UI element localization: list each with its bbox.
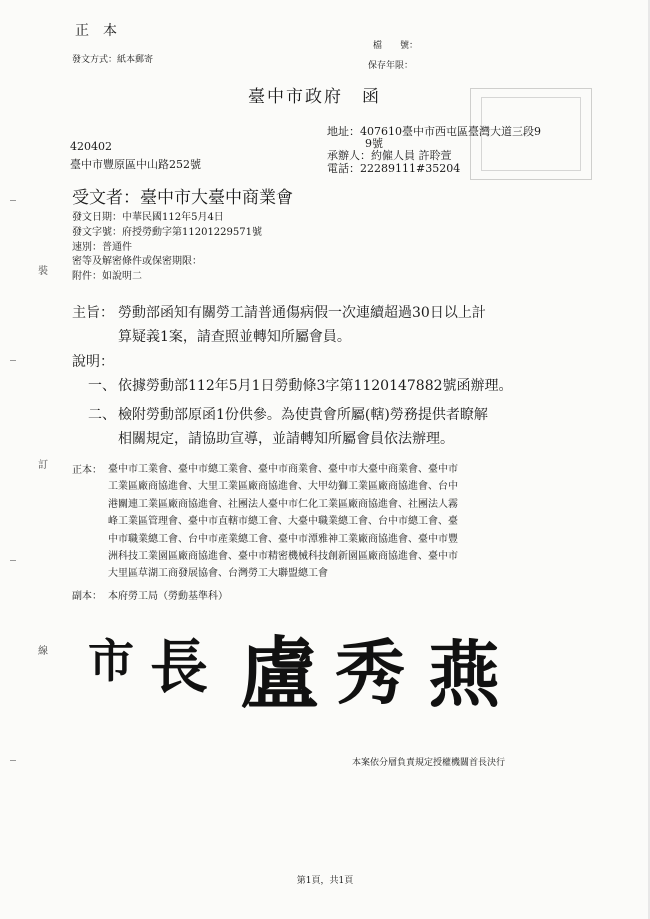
file-no-label: 檔 號： [373, 41, 419, 51]
sender-address-cont: 9號 [365, 137, 383, 150]
subject-line-1: 勞動部函知有關勞工請普通傷病假一次連續超過30日以上計 [118, 305, 486, 321]
cc-line: 工業區廠商協進會、大里工業區廠商協進會、大甲幼獅工業區廠商協進會、台中 [108, 481, 458, 493]
recipient: 受文者：臺中市大臺中商業會 [72, 188, 293, 208]
recipient-address: 臺中市豐原區中山路252號 [70, 158, 201, 171]
subject-line-2: 算疑義1案，請查照並轉知所屬會員。 [118, 329, 351, 345]
meta-attachment: 附件：如說明二 [72, 271, 142, 283]
binding-mark: 線 [38, 646, 48, 657]
meta-speed: 速別：普通件 [72, 241, 132, 253]
signature-char: 長 [150, 633, 209, 701]
signature-char: 市 [88, 634, 134, 688]
signature-char: 盧 [240, 629, 319, 720]
cc-label: 正本： [72, 465, 102, 476]
cc-line: 臺中市工業會、臺中市總工業會、臺中市商業會、臺中市大臺中商業會、臺中市 [108, 464, 458, 475]
binding-tick [10, 560, 16, 561]
subject-label: 主旨： [72, 305, 114, 321]
postal-code: 420402 [70, 140, 112, 153]
cc-line: 洲科技工業園區廠商協進會、臺中市精密機械科技創新園區廠商協進會、臺中市 [108, 551, 458, 563]
retention-label: 保存年限： [368, 61, 414, 71]
sender-address: 地址：407610臺中市西屯區臺灣大道三段9 [327, 125, 541, 138]
cc-line: 大里區草湖工商發展協會、台灣勞工大聯盟總工會 [108, 568, 328, 580]
binding-tick [10, 360, 16, 361]
signature-char: 秀 [335, 631, 405, 714]
meta-block [72, 211, 262, 285]
cc-line: 中市職業總工會、台中市產業總工會、臺中市潭雅神工業廠商協進會、臺中市豐 [108, 533, 458, 545]
explain-2-num: 二、 [88, 407, 116, 423]
binding-mark: 裝 [38, 266, 48, 277]
page-title: 臺中市政府 函 [248, 87, 381, 107]
meta-secrecy: 密等及解密條件或保密期限： [72, 256, 202, 268]
cc-line: 港關連工業區廠商協進會、社團法人臺中市仁化工業區廠商協進會、社團法人霧 [108, 498, 458, 510]
binding-tick [10, 200, 16, 201]
explain-label: 說明： [72, 354, 114, 370]
copy-value: 本府勞工局（勞動基準科） [108, 591, 228, 602]
phone: 電話：22289111#35204 [327, 162, 461, 175]
explain-2-cont: 相關規定，請協助宣導，並請轉知所屬會員依法辦理。 [118, 431, 454, 447]
cc-line: 峰工業區管理會、臺中市直轄市總工會、大臺中職業總工會、台中市總工會、臺 [108, 516, 458, 528]
explain-1-num: 一、 [88, 378, 116, 394]
explain-2-text: 檢附勞動部原函1份供參。為使貴會所屬(轄)勞務提供者瞭解 [118, 407, 488, 423]
meta-doc-no: 發文字號：府授勞動字第11201229571號 [72, 226, 262, 238]
binding-tick [10, 760, 16, 761]
binding-mark: 訂 [38, 460, 48, 471]
meta-date: 發文日期：中華民國112年5月4日 [72, 212, 224, 223]
signature-char: 燕 [428, 632, 501, 717]
copy-type: 正 本 [75, 23, 117, 39]
copy-label: 副本： [72, 591, 102, 602]
send-method: 發文方式：紙本郵寄 [72, 55, 154, 65]
delegation-note: 本案依分層負責規定授權機關首長決行 [352, 758, 506, 768]
page-footer: 第1頁，共1頁 [296, 876, 354, 886]
cc-list [108, 461, 578, 583]
explain-1-text: 依據勞動部112年5月1日勞動條3字第1120147882號函辦理。 [118, 378, 513, 394]
handler: 承辦人：約僱人員 許聆萱 [327, 149, 452, 162]
